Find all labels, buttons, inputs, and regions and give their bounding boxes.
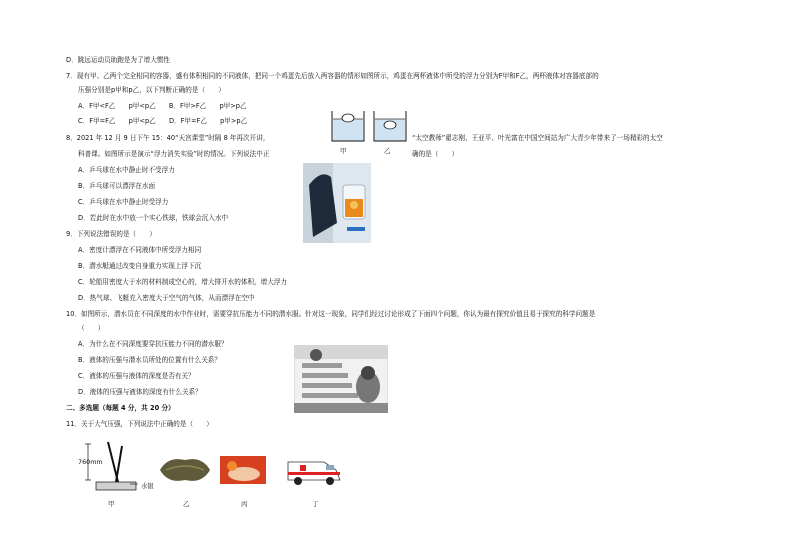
q8-option-d: D．若此时在水中放一个实心铁球，铁球会沉入水中 [78, 214, 229, 222]
q9-stem: 9．下列说法错误的是（ ） [66, 230, 156, 238]
figure-b-svg [158, 456, 212, 484]
q8-stem-line2b: 确的是（ ） [412, 150, 459, 158]
q11-mercury-label: 水银 [141, 482, 154, 490]
tube-2 [116, 446, 122, 482]
q11-label-b: 乙 [183, 500, 190, 508]
q9-option-a: A．密度计漂浮在不同液体中所受浮力相同 [78, 246, 202, 254]
q10-diver-figure [294, 345, 388, 413]
q8-space-photo [303, 163, 371, 243]
q8-stem-line1b: “太空教师”翟志刚、王亚平、叶光富在中国空间站为广大青少年带来了一场精彩的太空 [412, 134, 663, 142]
diver-helmet-top [310, 349, 322, 361]
q7-stem-line1: 7．现有甲、乙两个完全相同的容器，盛有体积相同的不同液体，把同一个鸡蛋先后放入两容器的情形如图所示，鸡蛋在两杯液体中所受的浮力分别为F甲和F乙，两杯液体对容器底部的 [66, 72, 599, 80]
diver-helmet [361, 366, 375, 380]
egg-a [342, 114, 354, 122]
q7-label-a: 甲 [340, 147, 347, 155]
q6-option-d: D．跳远运动员助跑是为了增大惯性 [66, 56, 170, 64]
q11-figure-c [220, 456, 266, 484]
q10-option-d: D．液体的压强与液体的深度有什么关系？ [78, 388, 202, 396]
q10-option-a: A．为什么在不同深度要穿抗压能力不同的潜水服？ [78, 340, 228, 348]
q8-option-c: C．乒乓球在水中静止时受浮力 [78, 198, 169, 206]
q11-label-c: 丙 [241, 500, 248, 508]
q11-figure-b [158, 456, 212, 484]
q8-option-b: B．乒乓球可以漂浮在水面 [78, 182, 156, 190]
section2-title: 二、多选题（每题 4 分，共 20 分） [66, 404, 175, 412]
q7-label-b: 乙 [384, 147, 391, 155]
diver-svg [294, 345, 388, 413]
q10-option-b: B．液体的压强与潜水员所处的位置有什么关系？ [78, 356, 221, 364]
barometer-svg [78, 440, 148, 496]
egg-b [384, 121, 396, 129]
q7-options-ab: A．F甲<F乙 p甲<p乙 B．F甲>F乙 p甲>p乙 [78, 102, 247, 110]
q7-beakers-figure [330, 105, 410, 153]
q8-option-a: A．乒乓球在水中静止时不受浮力 [78, 166, 175, 174]
q10-stem-line2: （ ） [78, 324, 105, 332]
figure-c-svg [220, 456, 266, 484]
q7-stem-line2: 压强分别是p甲和p乙，以下判断正确的是（ ） [78, 86, 225, 94]
q11-label-d: 丁 [312, 500, 319, 508]
q9-option-d: D．热气球、飞艇充入密度大于空气的气体，从而漂浮在空中 [78, 294, 255, 302]
q8-stem-line1a: 8．2021 年 12 月 9 日下午 15：40“天宫课堂”时隔 8 年再次开讲， [66, 134, 270, 142]
q11-label-a: 甲 [108, 500, 115, 508]
beakers-svg [330, 105, 410, 153]
ambulance-body [288, 462, 340, 480]
q9-option-c: C．轮船用密度大于水的材料制成空心的，增大排开水的体积，增大浮力 [78, 278, 288, 286]
space-photo-svg [303, 163, 371, 243]
q10-stem-line1: 10．如图所示，潜水员在不同深度的水中作业时，需要穿抗压能力不同的潜水服。针对这一现象，同学们经过讨论形成了下面四个问题，你认为最有探究价值且易于探究的科学问题是 [66, 310, 596, 318]
ping-pong-ball [350, 201, 358, 209]
q10-option-c: C．液体的压强与液体的深度是否有关？ [78, 372, 195, 380]
q11-stem: 11．关于大气压强，下列说法中正确的是（ ） [66, 420, 213, 428]
ambulance-svg [284, 454, 344, 488]
q9-option-b: B．潜水艇通过改变自身重力实现上浮下沉 [78, 262, 202, 270]
q11-barometer-figure [78, 440, 148, 496]
mercury-dish [96, 482, 136, 490]
q7-options-cd: C．F甲=F乙 p甲<p乙 D．F甲=F乙 p甲>p乙 [78, 117, 248, 125]
q11-760-label: 760mm [78, 458, 103, 466]
q8-stem-line2a: 科普课。如图所示是演示“浮力消失实验”时的情况。下列说法中正 [78, 150, 270, 158]
q11-figure-d [284, 454, 344, 488]
